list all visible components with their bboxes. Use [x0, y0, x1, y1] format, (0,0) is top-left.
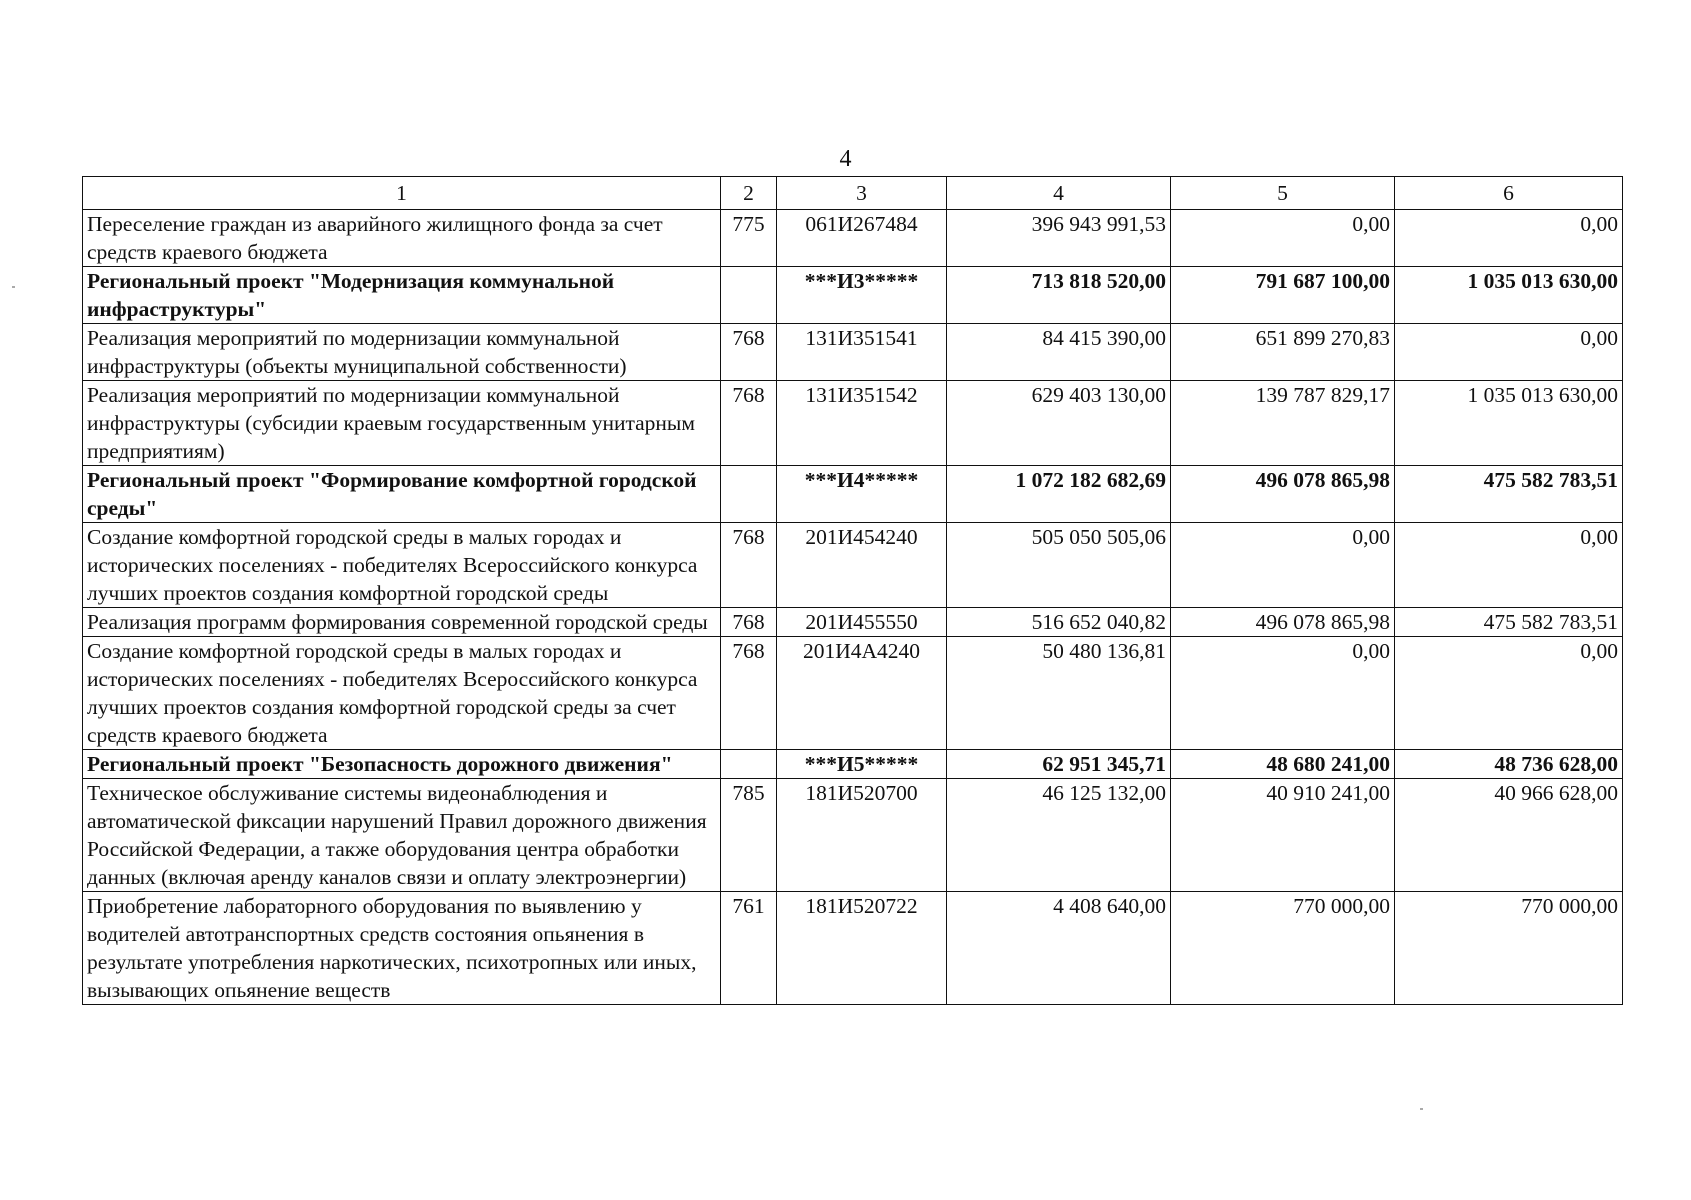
row-target-code-cell: 201И4А4240	[777, 637, 947, 750]
row-amount-col4-cell: 516 652 040,82	[947, 608, 1171, 637]
row-name-cell: Создание комфортной городской среды в малых городах и исторических поселениях - победителях Всероссийского конкурса лучших проектов создания комфортной городской среды	[83, 523, 721, 608]
row-admin-code-cell	[721, 267, 777, 324]
row-admin-code-cell: 785	[721, 779, 777, 892]
row-target-code-cell: 061И267484	[777, 210, 947, 267]
row-amount-col6-cell: 0,00	[1395, 637, 1623, 750]
row-name-cell: Создание комфортной городской среды в малых городах и исторических поселениях - победителях Всероссийского конкурса лучших проектов создания комфортной городской среды за счет средств краевого бюджета	[83, 637, 721, 750]
row-amount-col5-cell: 496 078 865,98	[1171, 466, 1395, 523]
scan-speck	[12, 286, 15, 288]
row-amount-col4-cell: 396 943 991,53	[947, 210, 1171, 267]
row-target-code-cell: 201И455550	[777, 608, 947, 637]
row-amount-col5-cell: 0,00	[1171, 523, 1395, 608]
row-name-cell: Региональный проект "Модернизация коммунальной инфраструктуры"	[83, 267, 721, 324]
row-amount-col6-cell: 40 966 628,00	[1395, 779, 1623, 892]
table-row	[83, 779, 1623, 892]
row-name-cell: Региональный проект "Формирование комфортной городской среды"	[83, 466, 721, 523]
row-admin-code-cell: 761	[721, 892, 777, 1005]
row-amount-col6-cell: 0,00	[1395, 210, 1623, 267]
row-target-code-cell: 181И520700	[777, 779, 947, 892]
row-amount-col5-cell: 770 000,00	[1171, 892, 1395, 1005]
column-header: 5	[1171, 177, 1395, 210]
row-amount-col5-cell: 139 787 829,17	[1171, 381, 1395, 466]
table-header-row	[83, 177, 1623, 210]
row-target-code-cell: 131И351541	[777, 324, 947, 381]
row-admin-code-cell	[721, 750, 777, 779]
row-target-code-cell: 131И351542	[777, 381, 947, 466]
row-target-code-cell: ***И3*****	[777, 267, 947, 324]
row-amount-col6-cell: 0,00	[1395, 523, 1623, 608]
row-name-cell: Техническое обслуживание системы видеонаблюдения и автоматической фиксации нарушений Правил дорожного движения Российской Федерации, а также оборудования центра обработки данных (включая аренду каналов связи и оплату электроэнергии)	[83, 779, 721, 892]
row-amount-col5-cell: 496 078 865,98	[1171, 608, 1395, 637]
section-total-row	[83, 750, 1623, 779]
row-admin-code-cell: 768	[721, 608, 777, 637]
table-body	[83, 210, 1623, 1005]
row-amount-col6-cell: 475 582 783,51	[1395, 466, 1623, 523]
row-amount-col4-cell: 1 072 182 682,69	[947, 466, 1171, 523]
row-name-cell: Приобретение лабораторного оборудования по выявлению у водителей автотранспортных средств состояния опьянения в результате употребления наркотических, психотропных или иных, вызывающих опьянение веществ	[83, 892, 721, 1005]
table-row	[83, 892, 1623, 1005]
row-name-cell: Переселение граждан из аварийного жилищного фонда за счет средств краевого бюджета	[83, 210, 721, 267]
column-header: 2	[721, 177, 777, 210]
row-amount-col4-cell: 84 415 390,00	[947, 324, 1171, 381]
row-target-code-cell: ***И4*****	[777, 466, 947, 523]
row-target-code-cell: ***И5*****	[777, 750, 947, 779]
column-header: 3	[777, 177, 947, 210]
row-target-code-cell: 181И520722	[777, 892, 947, 1005]
table-row	[83, 523, 1623, 608]
column-header: 4	[947, 177, 1171, 210]
row-amount-col4-cell: 505 050 505,06	[947, 523, 1171, 608]
row-amount-col5-cell: 651 899 270,83	[1171, 324, 1395, 381]
row-name-cell: Реализация мероприятий по модернизации коммунальной инфраструктуры (субсидии краевым государственным унитарным предприятиям)	[83, 381, 721, 466]
column-header: 1	[83, 177, 721, 210]
row-amount-col4-cell: 4 408 640,00	[947, 892, 1171, 1005]
row-amount-col5-cell: 0,00	[1171, 637, 1395, 750]
row-name-cell: Региональный проект "Безопасность дорожного движения"	[83, 750, 721, 779]
row-amount-col5-cell: 40 910 241,00	[1171, 779, 1395, 892]
row-admin-code-cell: 768	[721, 523, 777, 608]
table-row	[83, 637, 1623, 750]
row-amount-col5-cell: 0,00	[1171, 210, 1395, 267]
section-total-row	[83, 267, 1623, 324]
scan-speck	[1420, 1108, 1423, 1110]
table-row	[83, 608, 1623, 637]
row-amount-col6-cell: 770 000,00	[1395, 892, 1623, 1005]
row-admin-code-cell: 768	[721, 637, 777, 750]
row-amount-col5-cell: 48 680 241,00	[1171, 750, 1395, 779]
row-admin-code-cell: 775	[721, 210, 777, 267]
row-amount-col5-cell: 791 687 100,00	[1171, 267, 1395, 324]
column-header: 6	[1395, 177, 1623, 210]
row-admin-code-cell: 768	[721, 381, 777, 466]
row-amount-col4-cell: 62 951 345,71	[947, 750, 1171, 779]
table-row	[83, 210, 1623, 267]
row-admin-code-cell	[721, 466, 777, 523]
row-amount-col4-cell: 50 480 136,81	[947, 637, 1171, 750]
row-name-cell: Реализация мероприятий по модернизации коммунальной инфраструктуры (объекты муниципальной собственности)	[83, 324, 721, 381]
row-amount-col6-cell: 1 035 013 630,00	[1395, 267, 1623, 324]
row-amount-col4-cell: 713 818 520,00	[947, 267, 1171, 324]
row-amount-col6-cell: 48 736 628,00	[1395, 750, 1623, 779]
row-amount-col4-cell: 46 125 132,00	[947, 779, 1171, 892]
row-amount-col6-cell: 0,00	[1395, 324, 1623, 381]
budget-table	[82, 176, 1623, 1005]
row-amount-col4-cell: 629 403 130,00	[947, 381, 1171, 466]
row-amount-col6-cell: 475 582 783,51	[1395, 608, 1623, 637]
table-row	[83, 381, 1623, 466]
row-admin-code-cell: 768	[721, 324, 777, 381]
row-amount-col6-cell: 1 035 013 630,00	[1395, 381, 1623, 466]
row-target-code-cell: 201И454240	[777, 523, 947, 608]
row-name-cell: Реализация программ формирования современной городской среды	[83, 608, 721, 637]
page-number: 4	[839, 146, 852, 172]
table-row	[83, 324, 1623, 381]
section-total-row	[83, 466, 1623, 523]
